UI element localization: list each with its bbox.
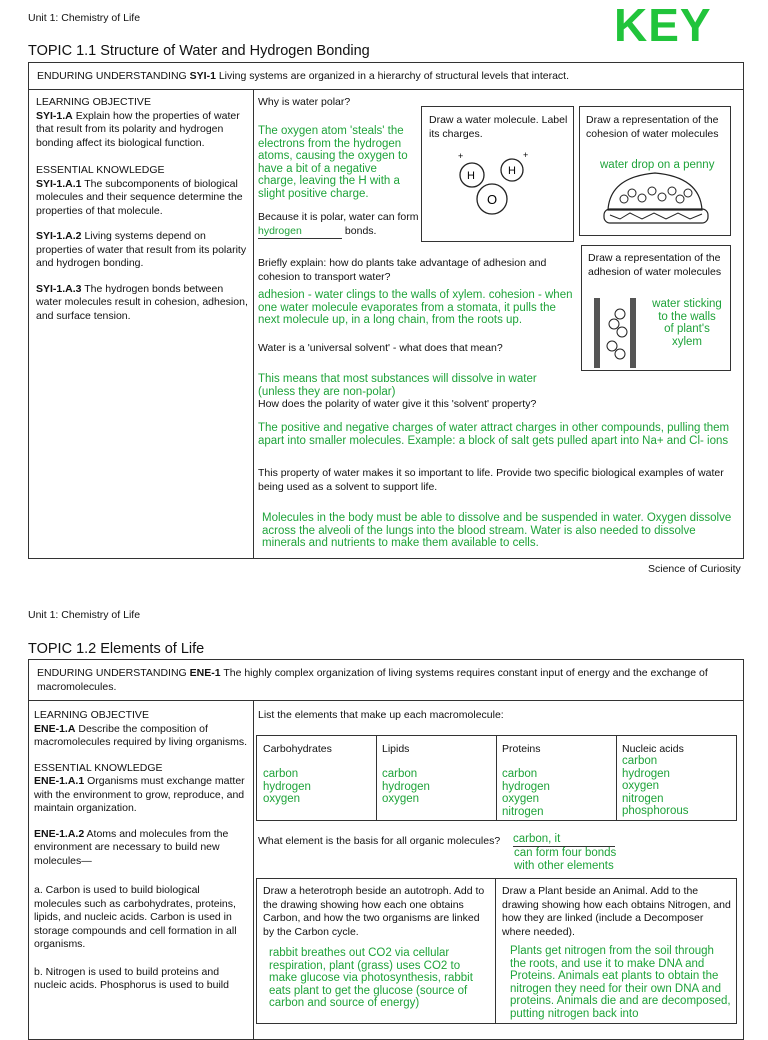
- lo-head-2: LEARNING OBJECTIVE: [34, 709, 149, 721]
- q-solvent: Water is a 'universal solvent' - what does that mean?: [258, 342, 503, 354]
- enduring-understanding-box: [28, 62, 744, 90]
- a-bond: hydrogen: [258, 225, 342, 240]
- macro-carbohydrates-header: Carbohydrates: [263, 743, 332, 755]
- adhesion-caption: water sticking to the walls of plant's xylem: [652, 298, 722, 348]
- svg-text:+: +: [458, 151, 464, 161]
- draw-cohesion-prompt: Draw a representation of the cohesion of water molecules: [586, 114, 719, 140]
- macro-nucleic-header: Nucleic acids: [622, 743, 684, 755]
- penny-drop-sketch: [580, 107, 732, 237]
- ek2b: b. Nitrogen is used to build proteins and nucleic acids. Phosphorus is used to build: [34, 965, 229, 991]
- enduring-understanding-box-2: [28, 659, 744, 701]
- macro-proteins-elements: carbon hydrogen oxygen nitrogen: [502, 768, 550, 818]
- unit-header-2: Unit 1: Chemistry of Life: [28, 609, 141, 621]
- svg-text:+: +: [523, 150, 529, 160]
- draw-adhesion-prompt: Draw a representation of the adhesion of water molecules: [588, 252, 722, 278]
- macromolecule-table: [256, 735, 737, 821]
- column-divider-2: [253, 700, 254, 1040]
- a-examples: Molecules in the body must be able to dissolve and be suspended in water. Oxygen dissolve across the alveoli of the lungs into the blood stream. Water is also needed to dissolve minerals and nutrients to make them available to cells.: [262, 512, 732, 550]
- topic-title: TOPIC 1.1 Structure of Water and Hydrogen Bonding: [28, 43, 370, 59]
- a-basis-2: can form four bonds with other elements: [514, 847, 617, 872]
- lo-head: LEARNING OBJECTIVE: [36, 96, 151, 108]
- macro-carbohydrates-elements: carbon hydrogen oxygen: [263, 768, 311, 806]
- q-polar: Why is water polar?: [258, 96, 351, 108]
- q-plant: Draw a Plant beside an Animal. Add to the drawing showing how each obtains Nitrogen, and how they are linked (include a Decomposer where needed).: [502, 885, 731, 938]
- macro-lipids-header: Lipids: [382, 743, 410, 755]
- key-label: KEY: [614, 0, 712, 51]
- enduring-understanding: ENDURING UNDERSTANDING SYI-1 Living systems are organized in a hierarchy of structural levels that interact.: [37, 70, 570, 82]
- q-hetero: Draw a heterotroph beside an autotroph. Add to the drawing showing how each one obtains Carbon, and how the two organisms are linked by the Carbon cycle.: [263, 885, 485, 938]
- svg-text:H: H: [467, 170, 475, 182]
- a-solvent: This means that most substances will dissolve in water (unless they are non-polar): [258, 373, 537, 398]
- water-molecule-sketch: [422, 107, 575, 243]
- topic-title-2: TOPIC 1.2 Elements of Life: [28, 641, 205, 657]
- ek-head-2: ESSENTIAL KNOWLEDGE: [34, 761, 163, 774]
- q-examples: This property of water makes it so important to life. Provide two specific biological examples of water being used as a solvent to support life.: [258, 467, 724, 493]
- column-divider: [253, 89, 254, 559]
- q-basis: What element is the basis for all organic molecules?: [258, 835, 501, 847]
- xylem-sketch: [582, 246, 732, 372]
- unit-header: Unit 1: Chemistry of Life: [28, 12, 141, 24]
- macro-lipids-elements: carbon hydrogen oxygen: [382, 768, 430, 806]
- a-polar: The oxygen atom 'steals' the electrons from the hydrogen atoms, causing the oxygen to have a bit of a negative charge, leaving the H with a slight positive charge.: [258, 125, 408, 200]
- plant-animal-box: [495, 878, 737, 1024]
- left-column-2: LEARNING OBJECTIVE ENE-1.A Describe the composition of macromolecules required by living organisms. ESSENTIAL KNOWLEDGE ENE-1.A.1 Organisms must exchange matter with the environment to grow, reproduce, and maintain organization. ENE-1.A.2 Atoms and molecules from the environment are necessary to build new molecules— a. Carbon is used to build biological molecules such as carbohydrates, proteins, lipids, and nucleic acids. Carbon is used in storage compounds and cell formation in all organisms. b. Nitrogen is used to build proteins and nucleic acids. Phosphorus is used to build: [34, 709, 248, 991]
- a-basis-1: carbon, it: [513, 833, 615, 847]
- macro-nucleic-elements: carbon hydrogen oxygen nitrogen phosphorous: [622, 755, 689, 818]
- draw-adhesion-box: [581, 245, 731, 371]
- draw-water-box: [421, 106, 574, 242]
- q-plants: Briefly explain: how do plants take advantage of adhesion and cohesion to transport water?: [258, 257, 547, 283]
- a-plant: Plants get nitrogen from the soil through the roots, and use it to make DNA and Proteins. Animals eat plants to obtain the nitrogen they need for their own DNA and proteins. Animals die and are decomposed, putting nitrogen back into: [510, 945, 731, 1020]
- svg-text:O: O: [487, 192, 498, 207]
- macro-proteins-header: Proteins: [502, 743, 541, 755]
- q-because: Because it is polar, water can form hydrogen bonds.: [258, 211, 428, 239]
- footer: Science of Curiosity: [648, 563, 741, 575]
- svg-text:H: H: [508, 165, 516, 177]
- heterotroph-box: [256, 878, 496, 1024]
- cohesion-caption: water drop on a penny: [600, 159, 715, 171]
- q-polarity: How does the polarity of water give it this 'solvent' property?: [258, 398, 537, 410]
- ek2a: a. Carbon is used to build biological molecules such as carbohydrates, proteins, lipids, and nucleic acids. Carbon is used in storage compounds and cell formation in all organisms.: [34, 884, 237, 950]
- left-column: LEARNING OBJECTIVE SYI-1.A Explain how the properties of water that result from its polarity and hydrogen bonding affect its biological function. ESSENTIAL KNOWLEDGE SYI-1.A.1 The subcomponents of biological molecules and their sequence determine the properties of that molecule. SYI-1.A.2 Living systems depend on properties of water that result from its polarity and hydrogen bonding. SYI-1.A.3 The hydrogen bonds between water molecules result in cohesion, adhesion, and surface tension.: [36, 96, 248, 322]
- draw-water-prompt: Draw a water molecule. Label its charges.: [429, 114, 568, 140]
- enduring-understanding-2: ENDURING UNDERSTANDING ENE-1 The highly complex organization of living systems requires constant input of energy and the exchange of macromolecules.: [37, 667, 708, 693]
- a-hetero: rabbit breathes out CO2 via cellular respiration, plant (grass) uses CO2 to make glucose via photosynthesis, rabbit eats plant to get the glucose (source of carbon and source of energy): [269, 947, 473, 1010]
- a-plants: adhesion - water clings to the walls of xylem. cohesion - when one water molecule evaporates from a stomata, it pulls the next molecule up, in a long chain, from the roots up.: [258, 289, 573, 327]
- a-polarity: The positive and negative charges of water attract charges in other compounds, pulling them apart into smaller molecules. Example: a block of salt gets pulled apart into Na+ and Cl- ions: [258, 422, 730, 447]
- draw-cohesion-box: [579, 106, 731, 236]
- q-list: List the elements that make up each macromolecule:: [258, 709, 504, 721]
- ek-head: ESSENTIAL KNOWLEDGE: [36, 164, 165, 176]
